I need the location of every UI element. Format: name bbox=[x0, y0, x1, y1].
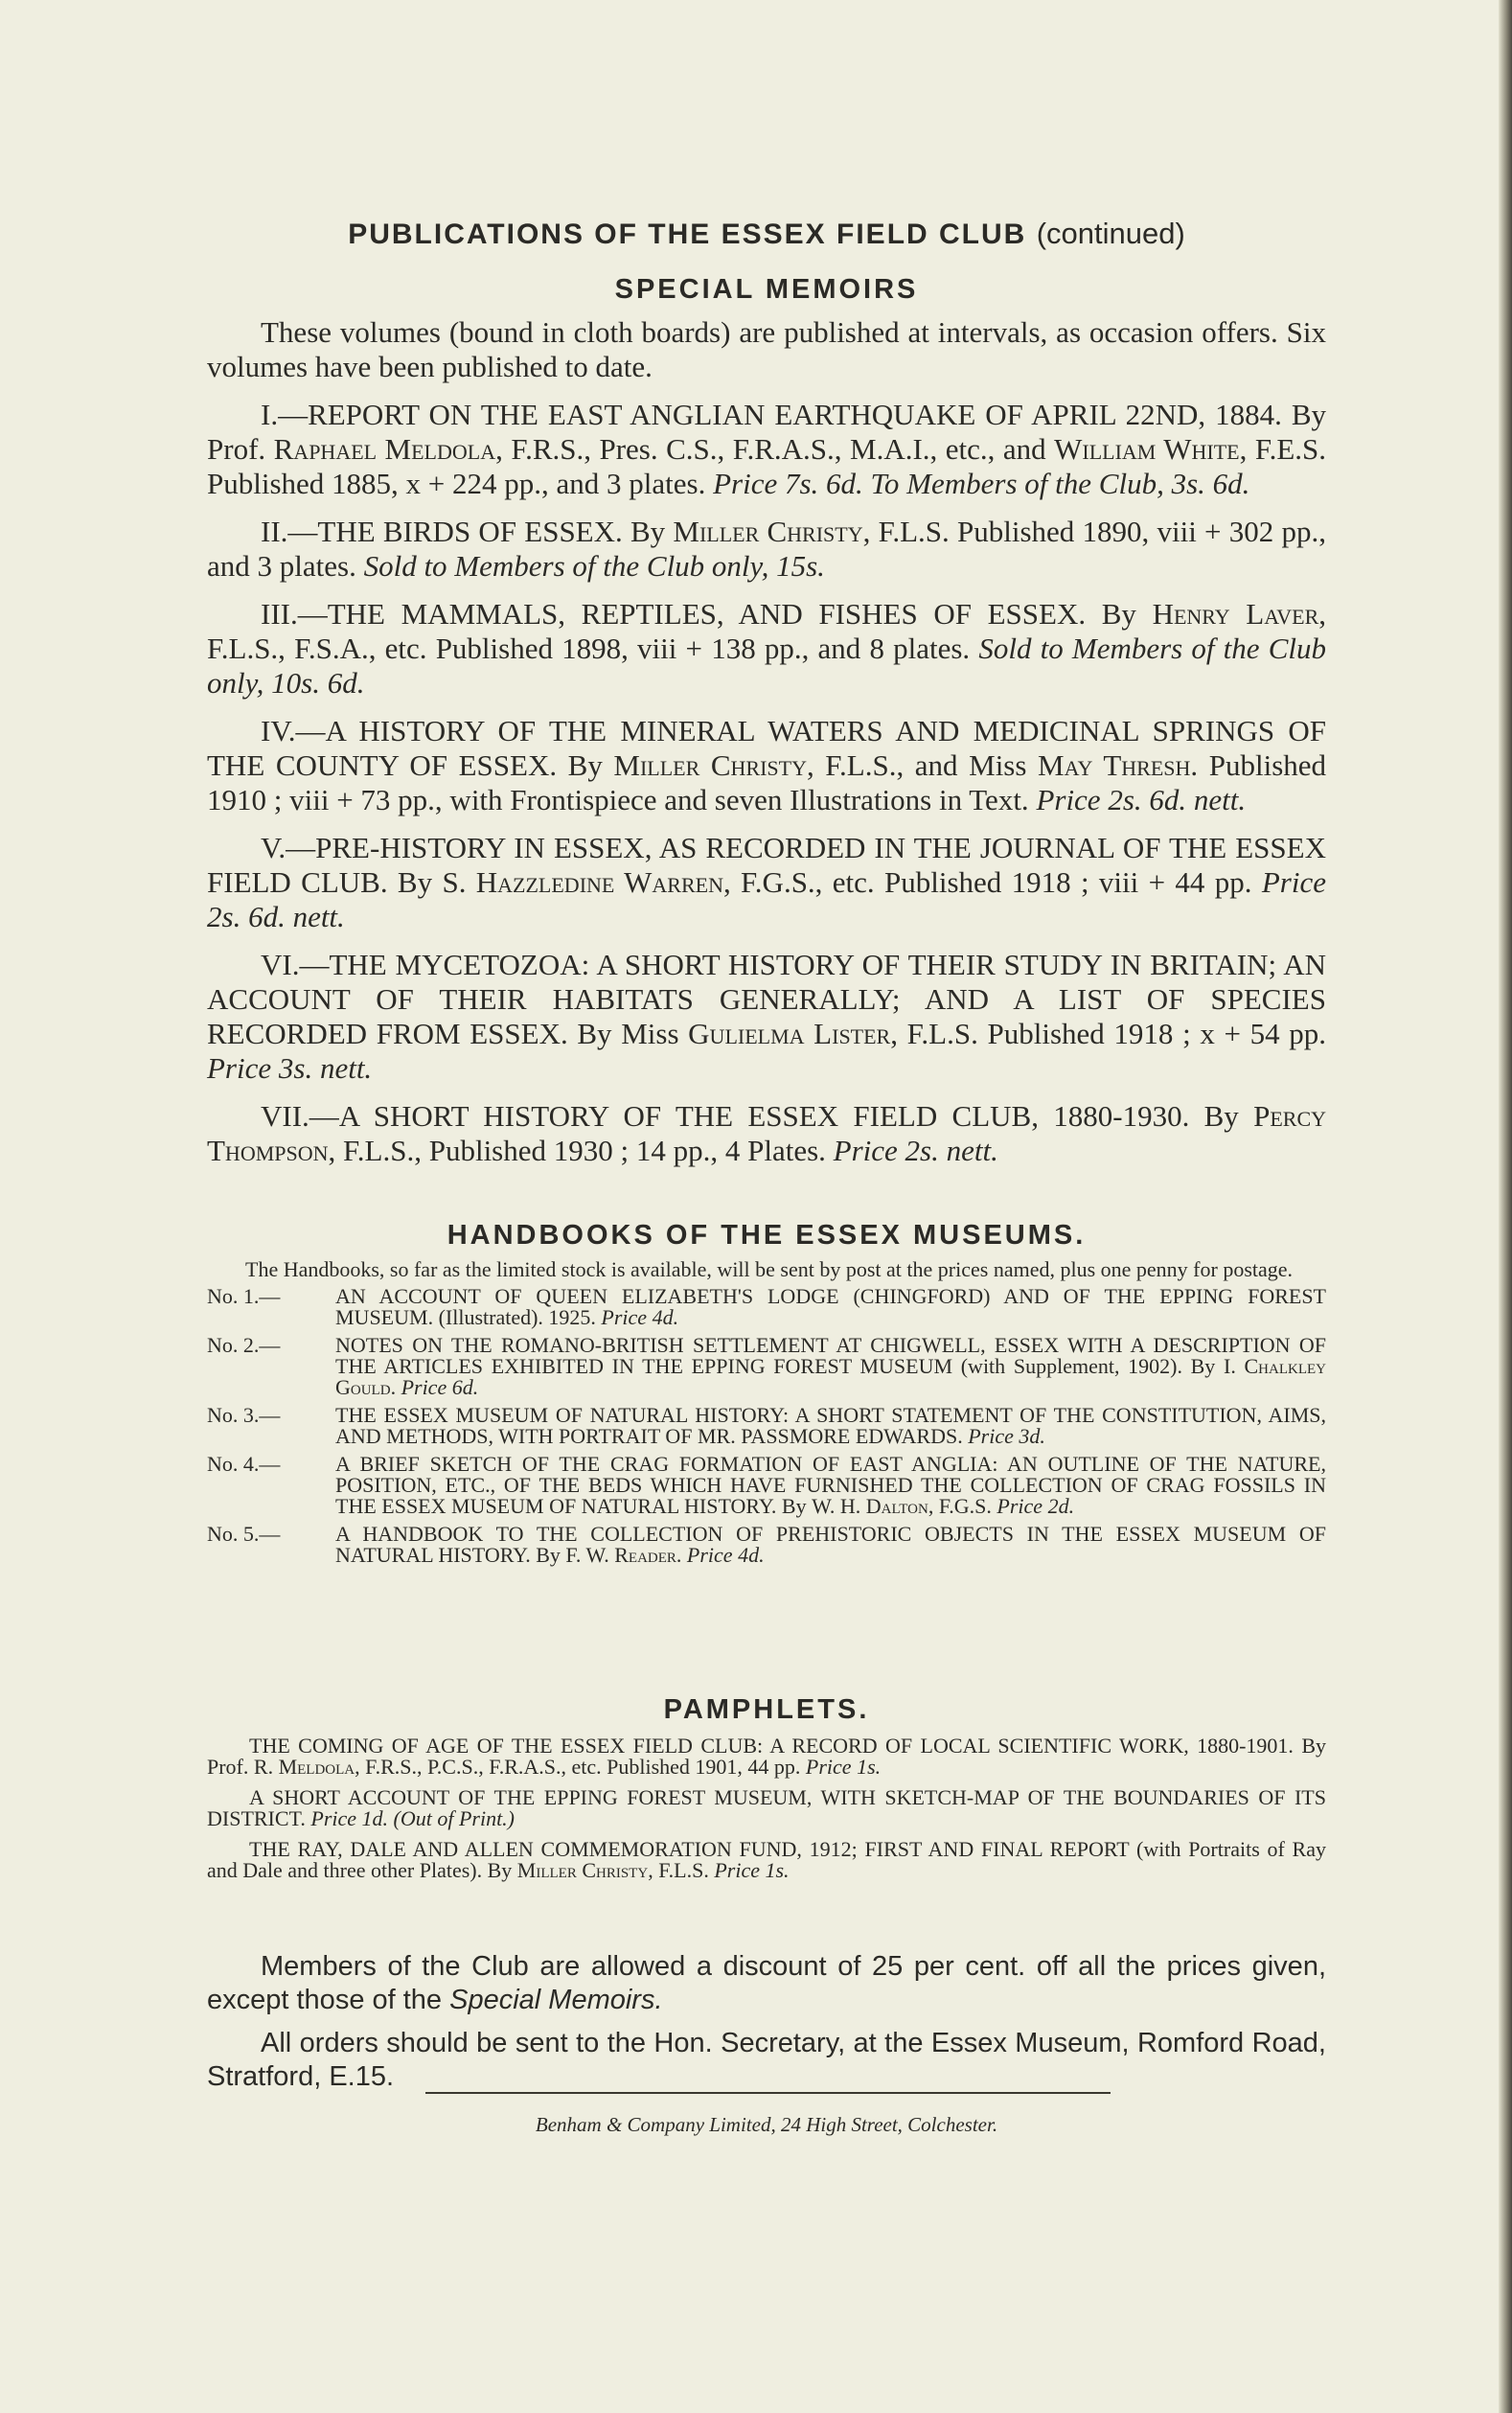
handbook-author: W. H. Dalton bbox=[812, 1494, 928, 1518]
discount-emphasis: Special Memoirs. bbox=[449, 1985, 663, 2015]
memoir-details: . Published 1910 ; viii + 73 pp., with Frontispiece and seven Illustrations in Text. bbox=[207, 748, 1327, 816]
pamphlet-item bbox=[207, 1787, 1326, 1829]
handbook-text: NOTES ON THE ROMANO-BRITISH SETTLEMENT AT CHIGWELL, ESSEX WITH A DESCRIPTION OF THE ARTICLES EXHIBITED IN THE EPPING FOREST MUSEUM (with Supplement, 1902). By I. Chalkley Gould. Price 6d. bbox=[335, 1333, 1326, 1399]
memoir-details: , F.G.S., etc. Published 1918 ; viii + 44 pp. bbox=[722, 865, 1252, 899]
pamphlets-heading: PAMPHLETS. bbox=[663, 1694, 870, 1725]
handbook-title: A BRIEF SKETCH OF THE CRAG FORMATION OF EAST ANGLIA: AN OUTLINE OF THE NATURE, POSITION, ETC., OF THE BEDS WHICH HAVE FURNISHED THE COLLECTION OF CRAG FOSSILS IN THE ESSEX MUSEUM OF NATURAL HISTORY. By bbox=[335, 1452, 1326, 1518]
memoir-price: Sold to Members of the Club only, 10s. 6d. bbox=[207, 632, 1327, 700]
handbook-price: Price 3d. bbox=[968, 1424, 1045, 1448]
memoir-item bbox=[207, 597, 1326, 701]
handbook-title: A HANDBOOK TO THE COLLECTION OF PREHISTORIC OBJECTS IN THE ESSEX MUSEUM OF NATURAL HISTORY. By bbox=[335, 1522, 1326, 1567]
handbook-text bbox=[335, 1405, 1326, 1447]
pamphlets-body bbox=[207, 1735, 1326, 1881]
handbook-author: I. Chalkley Gould bbox=[335, 1354, 1326, 1399]
memoir-title: I.—REPORT ON THE EAST ANGLIAN EARTHQUAKE OF APRIL 22ND, 1884. By Prof. bbox=[207, 398, 1326, 466]
memoir-details: , F.L.S., Published 1930 ; 14 pp., 4 Plates. bbox=[328, 1134, 826, 1167]
memoirs-intro: These volumes (bound in cloth boards) are published at intervals, as occasion offers. Six volumes have been published to date. bbox=[207, 315, 1326, 383]
memoirs-body bbox=[207, 315, 1326, 1168]
pamphlet-suffix: , F.R.S., P.C.S., F.R.A.S., etc. Published 1901, 44 pp. bbox=[355, 1755, 801, 1779]
title-suffix: (continued) bbox=[1036, 217, 1185, 250]
memoir-author: May Thresh bbox=[1038, 748, 1191, 782]
orders-note: All orders should be sent to the Hon. Secretary, at the Essex Museum, Romford Road, Stratford, E.15. bbox=[207, 2028, 1326, 2092]
memoirs-section bbox=[207, 274, 1326, 1182]
memoir-mid: , F.L.S., and Miss bbox=[806, 748, 1027, 782]
memoir-price: Price 2s. nett. bbox=[833, 1134, 998, 1167]
pamphlets-section bbox=[207, 1694, 1326, 1891]
memoir-details: , F.L.S. Published 1918 ; x + 54 pp. bbox=[890, 1017, 1327, 1050]
handbook-number: No. 2.— bbox=[207, 1333, 281, 1357]
handbook-item bbox=[207, 1454, 1326, 1517]
memoir-title: IV.—A HISTORY OF THE MINERAL WATERS AND MEDICINAL SPRINGS OF THE COUNTY OF ESSEX. By bbox=[207, 714, 1326, 782]
closing-notes bbox=[207, 1950, 1326, 2103]
memoir-item bbox=[207, 398, 1326, 501]
memoir-item bbox=[207, 714, 1326, 817]
memoir-author: S. Hazzledine Warren bbox=[442, 865, 723, 899]
handbook-title: NOTES ON THE ROMANO-BRITISH SETTLEMENT AT CHIGWELL, ESSEX WITH A DESCRIPTION OF THE ARTICLES EXHIBITED IN THE EPPING FOREST MUSEUM (with Supplement, 1902). By bbox=[335, 1333, 1326, 1378]
pamphlet-title: THE COMING OF AGE OF THE ESSEX FIELD CLUB: A RECORD OF LOCAL SCIENTIFIC WORK, 1880-1901. By Prof. bbox=[207, 1734, 1326, 1779]
handbook-item bbox=[207, 1335, 1326, 1398]
printer-imprint: Benham & Company Limited, 24 High Street, Colchester. bbox=[535, 2113, 998, 2136]
handbook-title: THE ESSEX MUSEUM OF NATURAL HISTORY: A SHORT STATEMENT OF THE CONSTITUTION, AIMS, AND METHODS, WITH PORTRAIT OF MR. PASSMORE EDWARDS. bbox=[335, 1403, 1326, 1448]
memoir-author: William White bbox=[1054, 432, 1240, 466]
pamphlet-suffix: , F.L.S. bbox=[648, 1858, 709, 1882]
handbooks-intro: The Handbooks, so far as the limited stock is available, will be sent by post at the prices named, plus one penny for postage. bbox=[245, 1257, 1294, 1281]
memoir-details: , F.L.S., F.S.A., etc. Published 1898, viii + 138 pp., and 8 plates. bbox=[207, 597, 1326, 665]
memoir-item bbox=[207, 948, 1326, 1086]
memoir-price: Sold to Members of the Club only, 15s. bbox=[363, 549, 825, 583]
page-edge bbox=[1499, 0, 1512, 2413]
memoir-price: Price 7s. 6d. To Members of the Club, 3s. 6d. bbox=[713, 467, 1250, 500]
discount-text: Members of the Club are allowed a discount of 25 per cent. off all the prices given, except those of the bbox=[207, 1951, 1326, 2015]
pamphlet-title: THE RAY, DALE AND ALLEN COMMEMORATION FUND, 1912; FIRST AND FINAL REPORT (with Portraits of Ray and Dale and three other Plates). By bbox=[207, 1837, 1326, 1882]
handbook-number: No. 5.— bbox=[207, 1522, 281, 1546]
memoir-title: VI.—THE MYCETOZOA: A SHORT HISTORY OF THEIR STUDY IN BRITAIN; AN ACCOUNT OF THEIR HABITATS GENERALLY; AND A LIST OF SPECIES RECORDED FROM ESSEX. By Miss bbox=[207, 948, 1326, 1050]
pamphlet-item bbox=[207, 1735, 1326, 1778]
pamphlet-item bbox=[207, 1839, 1326, 1881]
memoir-title: III.—THE MAMMALS, REPTILES, AND FISHES OF ESSEX. By bbox=[261, 597, 1136, 631]
handbook-text bbox=[335, 1454, 1326, 1517]
memoir-item bbox=[207, 1099, 1326, 1168]
handbook-price: Price 4d. bbox=[686, 1543, 765, 1567]
memoirs-heading: SPECIAL MEMOIRS bbox=[614, 274, 919, 305]
handbooks-body bbox=[207, 1259, 1326, 1566]
memoir-mid: , F.R.S., Pres. C.S., F.R.A.S., M.A.I., etc., and bbox=[495, 432, 1046, 466]
handbook-price: Price 4d. bbox=[601, 1305, 679, 1329]
memoir-item bbox=[207, 831, 1326, 934]
discount-note bbox=[207, 1950, 1326, 2017]
memoir-details: , F.L.S. Published 1890, viii + 302 pp., and 3 plates. bbox=[207, 515, 1326, 583]
page-title bbox=[207, 217, 1326, 251]
memoir-author: Raphael Meldola bbox=[273, 432, 496, 466]
handbook-item bbox=[207, 1286, 1326, 1328]
pamphlet-price: Price 1s. bbox=[805, 1755, 882, 1779]
memoir-author: Miller Christy bbox=[613, 748, 807, 782]
handbook-text bbox=[335, 1286, 1326, 1328]
memoir-details: , F.E.S. Published 1885, x + 224 pp., and 3 plates. bbox=[207, 432, 1327, 500]
handbook-suffix: , F.G.S. bbox=[928, 1494, 992, 1518]
title-text: PUBLICATIONS OF THE ESSEX FIELD CLUB bbox=[348, 218, 1027, 250]
handbook-author: F. W. Reader bbox=[565, 1543, 676, 1567]
pamphlet-price: Price 1d. (Out of Print.) bbox=[310, 1806, 515, 1830]
pamphlet-author: R. Meldola bbox=[253, 1755, 355, 1779]
pamphlet-title: A SHORT ACCOUNT OF THE EPPING FOREST MUSEUM, WITH SKETCH-MAP OF THE BOUNDARIES OF ITS DISTRICT. bbox=[207, 1785, 1326, 1830]
handbooks-heading: HANDBOOKS OF THE ESSEX MUSEUMS. bbox=[447, 1220, 1087, 1251]
handbook-title: AN ACCOUNT OF QUEEN ELIZABETH'S LODGE (CHINGFORD) AND OF THE EPPING FOREST MUSEUM. (Illustrated). 1925. bbox=[335, 1284, 1326, 1329]
handbook-price: Price 6d. bbox=[401, 1375, 479, 1399]
memoir-price: Price 3s. nett. bbox=[207, 1051, 373, 1085]
memoir-price: Price 2s. 6d. nett. bbox=[1036, 783, 1247, 816]
memoir-author: Miller Christy bbox=[673, 515, 863, 548]
pamphlet-price: Price 1s. bbox=[714, 1858, 790, 1882]
memoir-price: Price 2s. 6d. nett. bbox=[207, 865, 1326, 933]
memoir-item bbox=[207, 515, 1326, 584]
handbook-text bbox=[335, 1524, 1326, 1566]
memoir-author: Percy Thompson bbox=[207, 1099, 1327, 1167]
handbook-number: No. 1.— bbox=[207, 1284, 281, 1308]
handbook-number: No. 3.— bbox=[207, 1403, 281, 1427]
handbook-price: Price 2d. bbox=[997, 1494, 1075, 1518]
divider bbox=[425, 2092, 1111, 2094]
memoir-title: VII.—A SHORT HISTORY OF THE ESSEX FIELD CLUB, 1880-1930. By bbox=[261, 1099, 1239, 1133]
handbook-number: No. 4.— bbox=[207, 1452, 281, 1476]
memoir-author: Gulielma Lister bbox=[688, 1017, 891, 1050]
memoir-author: Henry Laver bbox=[1152, 597, 1319, 631]
handbook-item bbox=[207, 1405, 1326, 1447]
handbook-suffix: . bbox=[676, 1543, 682, 1567]
handbooks-section bbox=[207, 1220, 1326, 1573]
memoir-title: V.—PRE-HISTORY IN ESSEX, AS RECORDED IN THE JOURNAL OF THE ESSEX FIELD CLUB. By bbox=[207, 831, 1326, 899]
memoir-title: II.—THE BIRDS OF ESSEX. By bbox=[261, 515, 666, 548]
handbook-item bbox=[207, 1524, 1326, 1566]
pamphlet-author: Miller Christy bbox=[516, 1858, 649, 1882]
